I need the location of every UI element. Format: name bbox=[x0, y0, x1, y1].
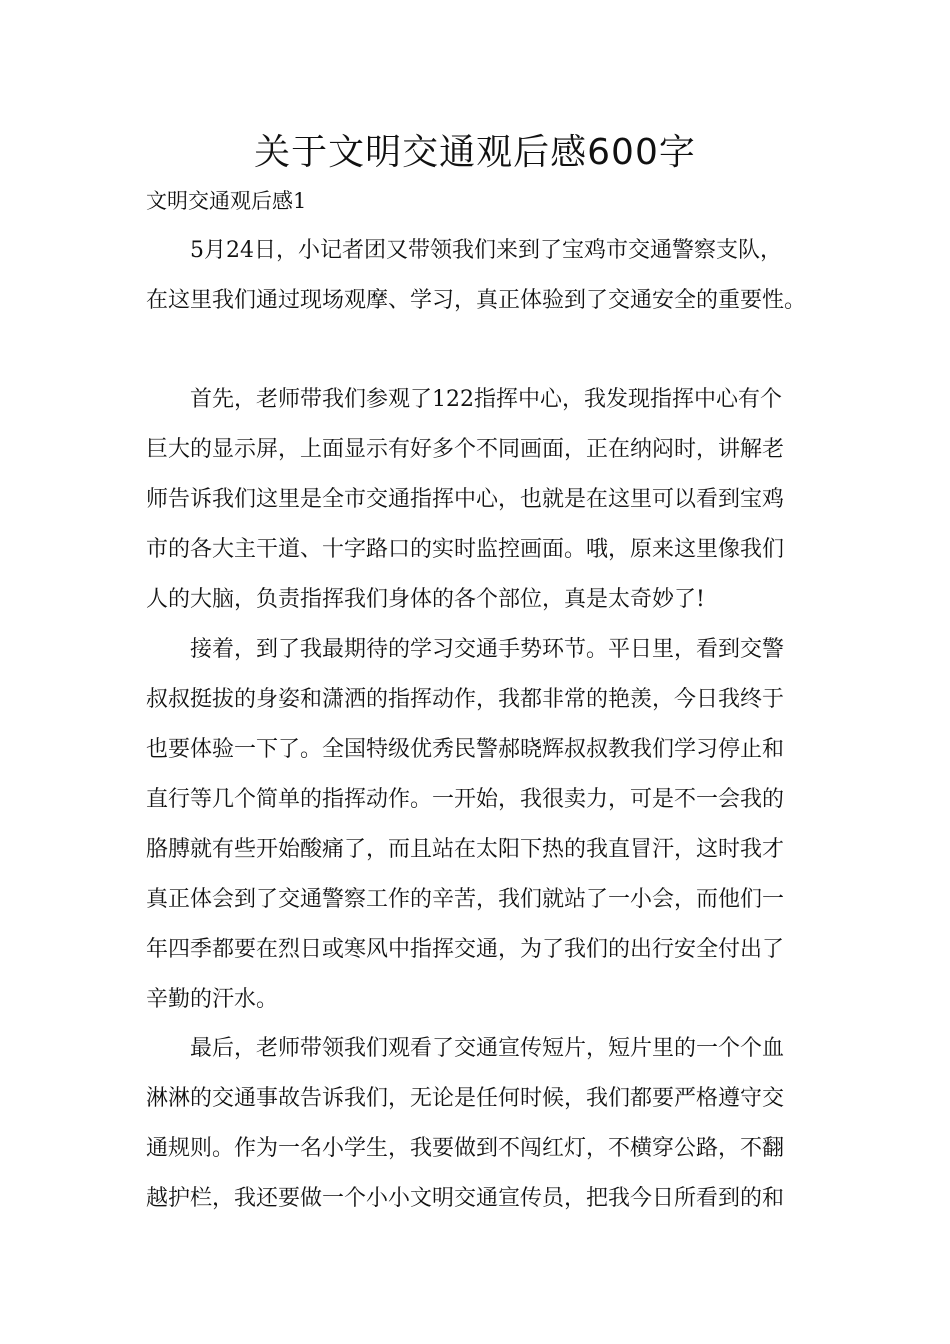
paragraph-3-line-6: 真正体会到了交通警察工作的辛苦，我们就站了一小会，而他们一 bbox=[146, 887, 785, 912]
paragraph-1-line-2: 在这里我们通过现场观摩、学习，真正体验到了交通安全的重要性。 bbox=[146, 288, 807, 313]
paragraph-4-line-4: 越护栏，我还要做一个小小文明交通宣传员，把我今日所看到的和 bbox=[146, 1186, 785, 1211]
paragraph-2-line-5: 人的大脑，负责指挥我们身体的各个部位，真是太奇妙了! bbox=[146, 587, 705, 612]
paragraph-4-line-2: 淋淋的交通事故告诉我们，无论是任何时候，我们都要严格遵守交 bbox=[146, 1086, 785, 1111]
paragraph-3-line-7: 年四季都要在烈日或寒风中指挥交通，为了我们的出行安全付出了 bbox=[146, 937, 785, 962]
paragraph-3-line-4: 直行等几个简单的指挥动作。一开始，我很卖力，可是不一会我的 bbox=[146, 787, 785, 812]
paragraph-1-line-1: 5月24日，小记者团又带领我们来到了宝鸡市交通警察支队， bbox=[190, 238, 782, 263]
paragraph-3-line-5: 胳膊就有些开始酸痛了，而且站在太阳下热的我直冒汗，这时我才 bbox=[146, 837, 785, 862]
paragraph-3-line-3: 也要体验一下了。全国特级优秀民警郝晓辉叔叔教我们学习停止和 bbox=[146, 737, 785, 762]
paragraph-3-line-8: 辛勤的汗水。 bbox=[146, 987, 279, 1012]
document-title: 关于文明交通观后感600字 bbox=[254, 132, 696, 173]
paragraph-2-line-4: 市的各大主干道、十字路口的实时监控画面。哦，原来这里像我们 bbox=[146, 537, 785, 562]
paragraph-2-line-2: 巨大的显示屏，上面显示有好多个不同画面，正在纳闷时，讲解老 bbox=[146, 437, 785, 462]
paragraph-4-line-1: 最后，老师带领我们观看了交通宣传短片，短片里的一个个血 bbox=[190, 1036, 785, 1061]
section-heading: 文明交通观后感1 bbox=[146, 189, 307, 213]
paragraph-3-line-1: 接着，到了我最期待的学习交通手势环节。平日里，看到交警 bbox=[190, 637, 785, 662]
paragraph-4-line-3: 通规则。作为一名小学生，我要做到不闯红灯，不横穿公路，不翻 bbox=[146, 1136, 785, 1161]
paragraph-2-line-1: 首先，老师带我们参观了122指挥中心，我发现指挥中心有个 bbox=[190, 387, 782, 412]
paragraph-3-line-2: 叔叔挺拔的身姿和潇洒的指挥动作，我都非常的艳羡，今日我终于 bbox=[146, 687, 785, 712]
paragraph-2-line-3: 师告诉我们这里是全市交通指挥中心，也就是在这里可以看到宝鸡 bbox=[146, 487, 785, 512]
